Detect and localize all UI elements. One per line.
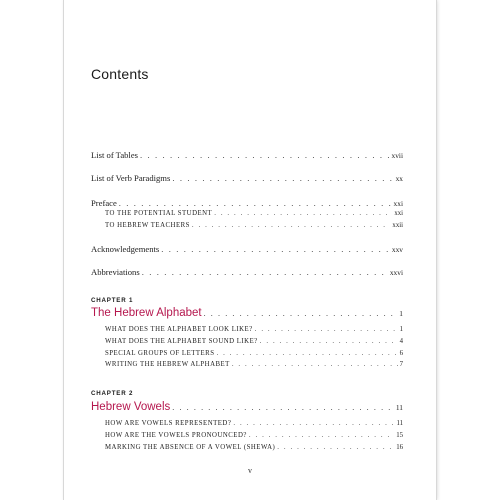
toc-entry-page: 15 xyxy=(396,432,403,439)
toc-entry-page: xxi xyxy=(394,210,403,217)
toc-entry-list-of-verb-paradigms[interactable] xyxy=(91,173,403,183)
toc-entry-label: Acknowledgements xyxy=(91,244,160,254)
toc-entry-label: HOW ARE THE VOWELS PRONOUNCED? xyxy=(105,432,247,439)
toc-entry-preface[interactable] xyxy=(91,198,403,208)
dot-leader xyxy=(119,198,392,208)
toc-entry-label: TO HEBREW TEACHERS xyxy=(105,222,190,229)
page-number: v xyxy=(248,466,252,475)
dot-leader xyxy=(255,326,398,333)
dot-leader xyxy=(217,350,398,357)
toc-subentry[interactable] xyxy=(105,432,403,439)
toc-entry-acknowledgements[interactable] xyxy=(91,244,403,254)
toc-entry-label: HOW ARE VOWELS REPRESENTED? xyxy=(105,420,232,427)
toc-entry-page: xxv xyxy=(391,245,403,254)
chapter-number: CHAPTER 1 xyxy=(91,297,134,304)
toc-entry-page: 11 xyxy=(396,420,403,427)
dot-leader xyxy=(204,309,398,318)
dot-leader xyxy=(233,420,394,427)
toc-entry-page: 11 xyxy=(395,403,403,412)
toc-entry-label: Abbreviations xyxy=(91,267,140,277)
page-title: Contents xyxy=(91,66,149,82)
toc-subentry[interactable] xyxy=(105,420,403,427)
toc-chapter-1[interactable] xyxy=(91,307,403,319)
toc-subentry[interactable] xyxy=(105,326,403,333)
toc-subentry[interactable] xyxy=(105,444,403,451)
toc-entry-label: WRITING THE HEBREW ALPHABET xyxy=(105,361,230,368)
toc-entry-page: xx xyxy=(395,174,403,183)
toc-entry-page: 7 xyxy=(399,361,403,368)
dot-leader xyxy=(192,222,391,229)
toc-entry-page: xvii xyxy=(391,151,403,160)
toc-entry-label: List of Tables xyxy=(91,150,138,160)
toc-entry-label: TO THE POTENTIAL STUDENT xyxy=(105,210,213,217)
dot-leader xyxy=(214,210,392,217)
dot-leader xyxy=(161,244,390,254)
dot-leader xyxy=(249,432,394,439)
chapter-number: CHAPTER 2 xyxy=(91,390,134,397)
toc-entry-page: 1 xyxy=(399,326,403,333)
book-page xyxy=(64,0,436,500)
toc-subentry[interactable] xyxy=(105,338,403,345)
chapter-title: The Hebrew Alphabet xyxy=(91,307,202,319)
toc-entry-list-of-tables[interactable] xyxy=(91,150,403,160)
toc-entry-page: 4 xyxy=(399,338,403,345)
toc-entry-page: xxi xyxy=(393,199,403,208)
toc-entry-label: List of Verb Paradigms xyxy=(91,173,171,183)
dot-leader xyxy=(277,444,394,451)
toc-subentry[interactable] xyxy=(105,350,403,357)
toc-entry-abbreviations[interactable] xyxy=(91,267,403,277)
toc-entry-page: 16 xyxy=(396,444,403,451)
toc-entry-page: xxii xyxy=(392,222,403,229)
dot-leader xyxy=(260,338,398,345)
toc-entry-label: WHAT DOES THE ALPHABET SOUND LIKE? xyxy=(105,338,258,345)
toc-entry-page: xxvi xyxy=(389,268,403,277)
toc-subentry-potential-student[interactable] xyxy=(105,210,403,217)
toc-entry-page: 6 xyxy=(399,350,403,357)
dot-leader xyxy=(232,361,398,368)
toc-subentry-hebrew-teachers[interactable] xyxy=(105,222,403,229)
dot-leader xyxy=(140,150,390,160)
toc-entry-page: 1 xyxy=(399,309,403,318)
toc-entry-label: Preface xyxy=(91,198,117,208)
toc-entry-label: MARKING THE ABSENCE OF A VOWEL (SHEWA) xyxy=(105,444,276,451)
dot-leader xyxy=(172,403,394,412)
toc-entry-label: WHAT DOES THE ALPHABET LOOK LIKE? xyxy=(105,326,253,333)
dot-leader xyxy=(142,267,388,277)
chapter-title: Hebrew Vowels xyxy=(91,401,171,413)
dot-leader xyxy=(172,173,393,183)
toc-entry-label: SPECIAL GROUPS OF LETTERS xyxy=(105,350,215,357)
toc-subentry[interactable] xyxy=(105,361,403,368)
toc-chapter-2[interactable] xyxy=(91,401,403,413)
